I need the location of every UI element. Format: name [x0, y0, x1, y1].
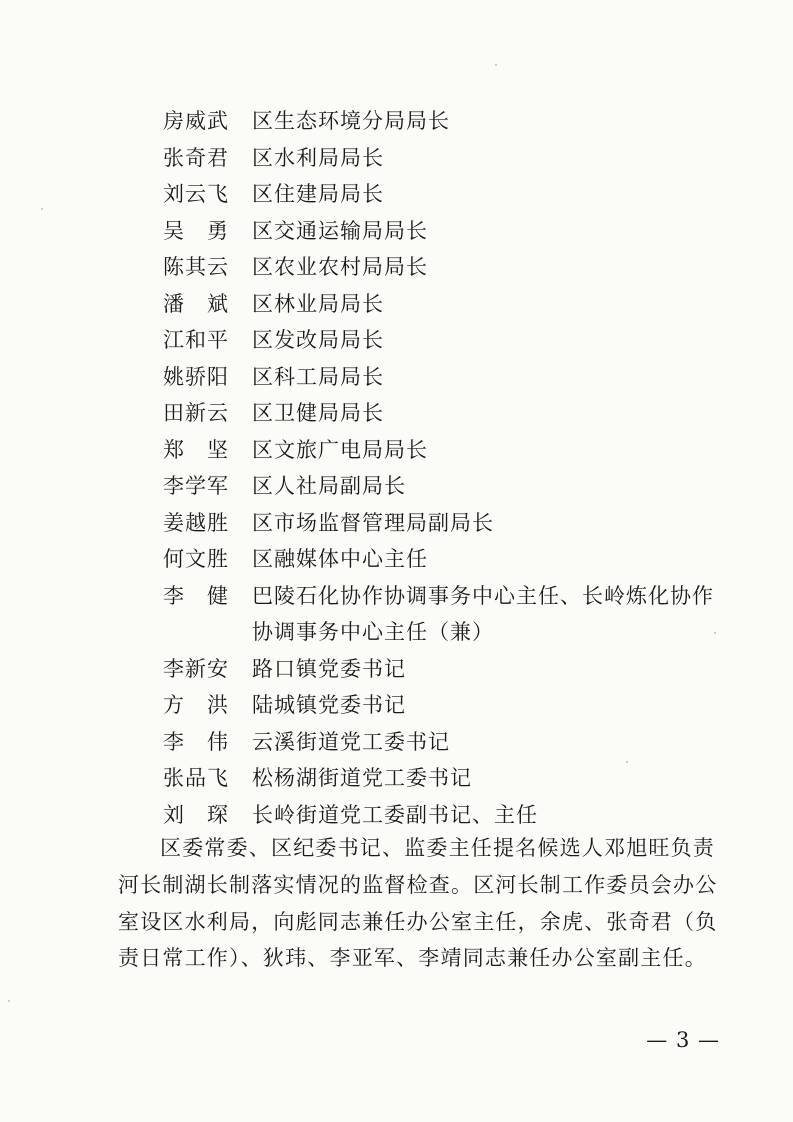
member-name: 方 洪	[163, 693, 229, 717]
member-name: 郑 坚	[163, 437, 229, 462]
member-role: 长岭街道党工委副书记、主任	[252, 802, 538, 827]
member-role: 区文旅广电局局长	[252, 437, 428, 462]
member-name: 李 伟	[163, 729, 229, 754]
member-row	[163, 687, 743, 724]
member-role: 区科工局局长	[252, 364, 384, 389]
member-row	[163, 395, 743, 432]
member-row	[163, 103, 743, 140]
member-row	[163, 541, 743, 578]
member-row	[163, 286, 743, 323]
member-name: 张奇君	[163, 145, 229, 170]
member-row	[163, 322, 743, 359]
member-name: 刘云飞	[163, 182, 229, 206]
member-row	[163, 578, 743, 651]
member-role: 区交通运输局局长	[252, 218, 428, 243]
member-row	[163, 760, 743, 797]
member-name: 潘 斌	[163, 291, 229, 316]
member-row	[163, 432, 743, 469]
member-name: 刘 琛	[163, 802, 229, 827]
member-name: 张品飞	[163, 766, 229, 790]
member-name: 陈其云	[163, 255, 229, 279]
member-row	[163, 724, 743, 761]
body-paragraph: 区委常委、区纪委书记、监委主任提名候选人邓旭旺负责河长制湖长制落实情况的监督检查。区河长制工作委员会办公室设区水利局，向彪同志兼任办公室主任，余虎、张奇君（负责日常工作）、狄玮、李亚军、李靖同志兼任办公室副主任。	[118, 836, 718, 971]
scan-speck	[495, 64, 497, 66]
member-name: 吴 勇	[163, 218, 229, 243]
member-role: 区融媒体中心主任	[252, 547, 428, 571]
member-row	[163, 468, 743, 505]
member-role: 陆城镇党委书记	[252, 693, 406, 717]
member-row	[163, 359, 743, 396]
member-row	[163, 797, 743, 834]
member-role: 区生态环境分局局长	[252, 109, 450, 133]
member-role: 区发改局局长	[252, 328, 384, 352]
member-role: 区林业局局长	[252, 291, 384, 316]
page-number: — 3 —	[646, 1028, 720, 1052]
member-row	[163, 176, 743, 213]
member-name: 田新云	[163, 401, 229, 425]
member-name: 姚骄阳	[163, 364, 229, 389]
scan-speck	[626, 761, 628, 763]
member-name: 房威武	[163, 109, 229, 133]
member-name: 李新安	[163, 656, 229, 681]
member-role: 云溪街道党工委书记	[252, 729, 450, 754]
member-name: 姜越胜	[163, 510, 229, 535]
member-role: 区住建局局长	[252, 182, 384, 206]
scan-speck	[41, 208, 43, 210]
scan-speck	[714, 632, 716, 634]
member-role: 区人社局副局长	[252, 474, 406, 498]
member-row	[163, 140, 743, 177]
member-role: 区农业农村局局长	[252, 255, 428, 279]
scan-speck	[8, 1000, 10, 1002]
member-role: 巴陵石化协作协调事务中心主任、长岭炼化协作协调事务中心主任（兼）	[252, 583, 714, 644]
member-role: 区市场监督管理局副局长	[252, 510, 494, 535]
member-name: 李学军	[163, 474, 229, 498]
member-row	[163, 213, 743, 250]
member-role: 区卫健局局长	[252, 401, 384, 425]
member-name: 江和平	[163, 328, 229, 352]
member-role: 路口镇党委书记	[252, 656, 406, 681]
member-name: 李 健	[163, 583, 229, 608]
member-row	[163, 505, 743, 542]
member-list	[163, 103, 743, 833]
member-row	[163, 249, 743, 286]
member-role: 松杨湖街道党工委书记	[252, 766, 472, 790]
member-name: 何文胜	[163, 547, 229, 571]
member-role: 区水利局局长	[252, 145, 384, 170]
member-row	[163, 651, 743, 688]
